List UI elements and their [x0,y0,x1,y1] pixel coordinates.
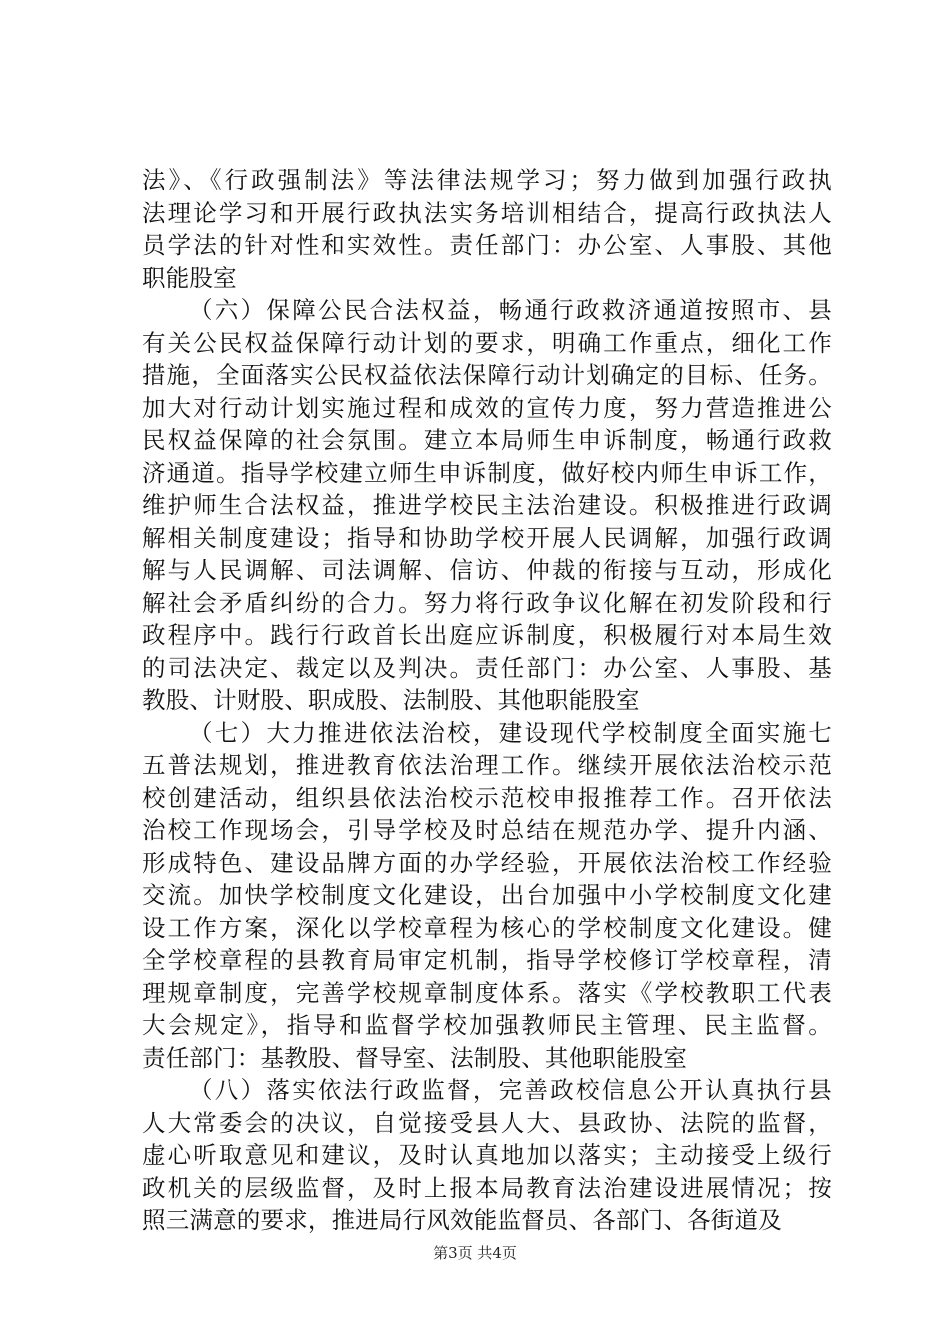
text-line: 设工作方案，深化以学校章程为核心的学校制度文化建设。健 [142,913,832,942]
text-line: 治校工作现场会，引导学校及时总结在规范办学、提升内涵、 [142,816,832,844]
text-line: （七）大力推进依法治校，建设现代学校制度全面实施七 [189,718,832,747]
text-line: 措施，全面落实公民权益依法保障行动计划确定的目标、任务。 [142,361,832,389]
text-line: 全学校章程的县教育局审定机制，指导学校修订学校章程，清 [142,946,832,974]
text-line: 法理论学习和开展行政执法实务培训相结合，提高行政执法人 [142,198,832,227]
text-line: 五普法规划，推进教育依法治理工作。继续开展依法治校示范 [142,751,832,779]
text-line: 职能股室 [142,263,237,292]
text-line: 员学法的针对性和实效性。责任部门：办公室、人事股、其他 [142,231,832,259]
text-line: 大会规定》，指导和监督学校加强教师民主管理、民主监督。 [142,1011,832,1039]
text-line: 民权益保障的社会氛围。建立本局师生申诉制度，畅通行政救 [142,426,832,454]
text-line: 解社会矛盾纠纷的合力。努力将行政争议化解在初发阶段和行 [142,588,832,617]
text-line: 维护师生合法权益，推进学校民主法治建设。积极推进行政调 [142,491,832,519]
text-line: 虚心听取意见和建议，及时认真地加以落实；主动接受上级行 [142,1141,832,1169]
text-line: 形成特色、建设品牌方面的办学经验，开展依法治校工作经验 [142,848,832,877]
text-line: 照三满意的要求，推进局行风效能监督员、各部门、各街道及 [142,1206,782,1234]
document-body [142,164,832,1237]
text-line: 有关公民权益保障行动计划的要求，明确工作重点，细化工作 [142,328,832,357]
text-line: 政程序中。践行行政首长出庭应诉制度，积极履行对本局生效 [142,621,832,649]
text-line: 交流。加快学校制度文化建设，出台加强中小学校制度文化建 [142,881,832,909]
text-line: 理规章制度，完善学校规章制度体系。落实《学校教职工代表 [142,978,832,1007]
text-line: 加大对行动计划实施过程和成效的宣传力度，努力营造推进公 [142,393,832,422]
text-line: 法》、《行政强制法》等法律法规学习；努力做到加强行政执 [142,166,832,194]
text-line: 解与人民调解、司法调解、信访、仲裁的衔接与互动，形成化 [142,556,832,584]
text-line: 解相关制度建设；指导和协助学校开展人民调解，加强行政调 [142,523,832,552]
text-line: 政机关的层级监督，及时上报本局教育法治建设进展情况；按 [142,1173,832,1202]
text-line: （八）落实依法行政监督，完善政校信息公开认真执行县 [189,1076,832,1104]
text-line: 校创建活动，组织县依法治校示范校申报推荐工作。召开依法 [142,783,832,812]
page-footer: 第3页 共4页 [433,1244,517,1262]
text-line: 人大常委会的决议，自觉接受县人大、县政协、法院的监督， [142,1108,832,1137]
text-line: 的司法决定、裁定以及判决。责任部门：办公室、人事股、基 [142,653,832,682]
text-line: （六）保障公民合法权益，畅通行政救济通道按照市、县 [189,296,832,324]
text-line: 教股、计财股、职成股、法制股、其他职能股室 [142,686,640,714]
text-line: 责任部门：基教股、督导室、法制股、其他职能股室 [142,1043,688,1072]
text-line: 济通道。指导学校建立师生申诉制度，做好校内师生申诉工作， [142,458,832,487]
